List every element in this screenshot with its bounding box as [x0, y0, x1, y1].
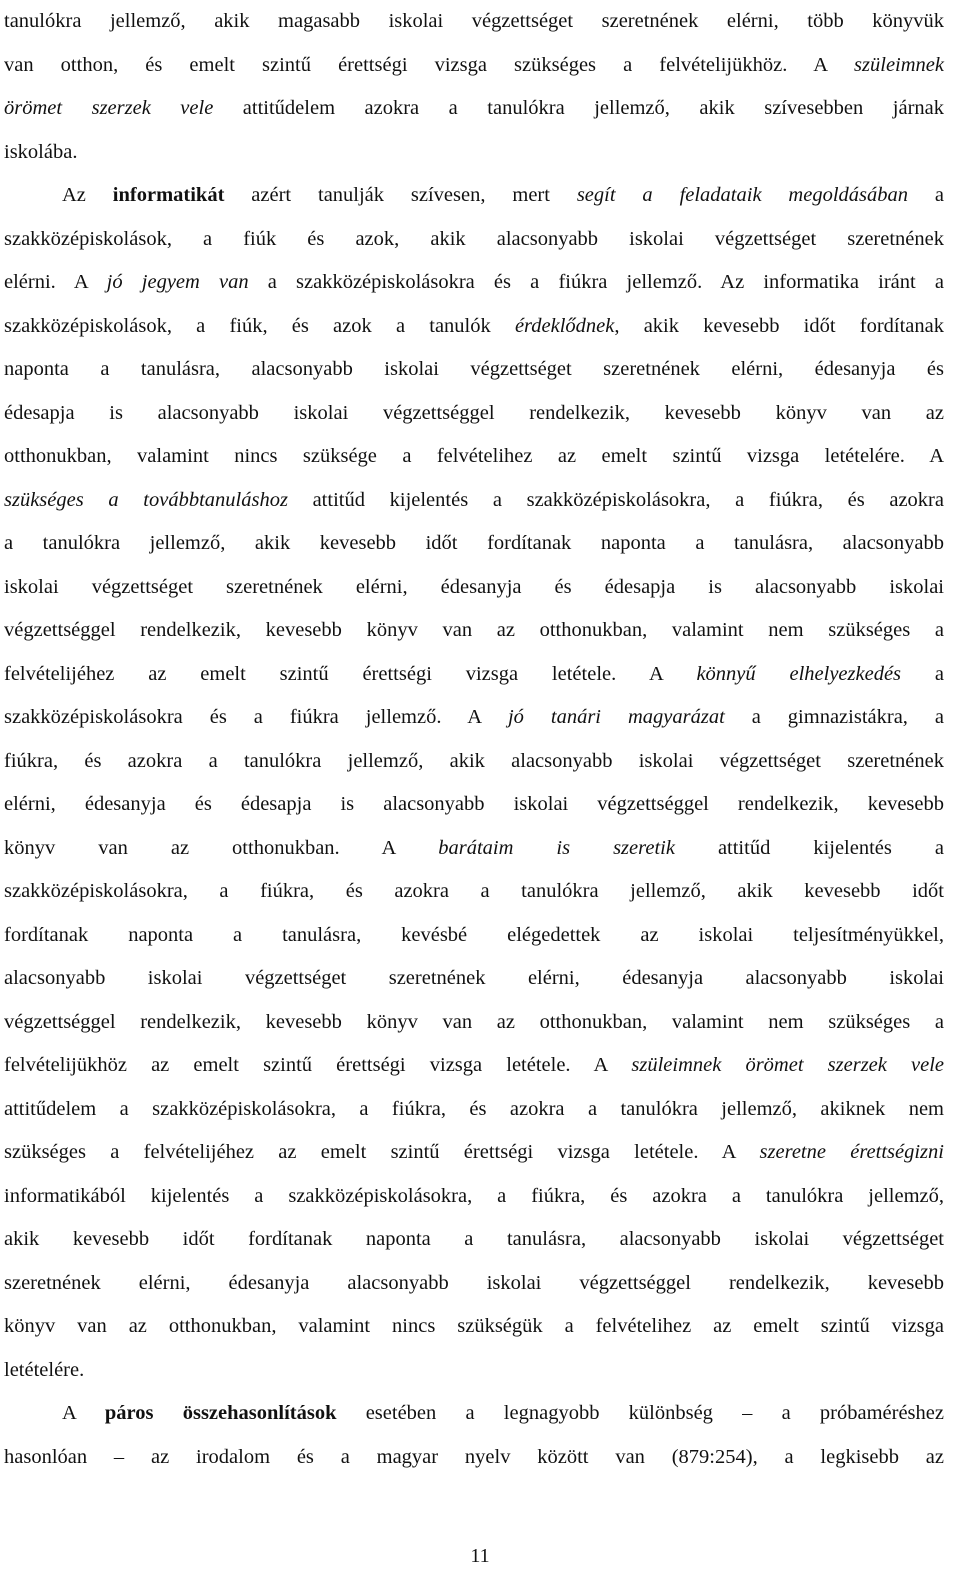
- text-run: attitűd kijelentés a: [674, 836, 944, 859]
- text-line: [4, 218, 944, 262]
- italic-text: segít a feladataik megoldásában: [576, 184, 909, 206]
- italic-text: örömet szerzek vele: [4, 97, 214, 119]
- text-run: attitűdelem azokra a tanulókra jellemző, akik szívesebben járnak: [213, 97, 944, 119]
- text-run: a: [908, 184, 944, 206]
- text-run: informatikából kijelentés a szakközépiskolásokra, a fiúkra, és azokra a tanulókra jellemző,: [4, 1184, 944, 1207]
- text-line: [4, 827, 944, 871]
- text-line: [4, 1088, 944, 1132]
- text-run: édesapja is alacsonyabb iskolai végzettséggel rendelkezik, kevesebb könyv van az: [4, 401, 944, 424]
- paragraph: [4, 1392, 944, 1479]
- text-run: iskolai végzettséget szeretnének elérni, édesanyja és édesapja is alacsonyabb iskolai: [4, 575, 944, 598]
- italic-text: jó tanári magyarázat: [507, 706, 725, 728]
- text-run: alacsonyabb iskolai végzettséget szeretnének elérni, édesanyja alacsonyabb iskolai: [4, 967, 944, 989]
- paragraph: [4, 0, 944, 174]
- page-number: 11: [470, 1545, 490, 1567]
- text-run: a szakközépiskolásokra és a fiúkra jellemző. Az informatika iránt a: [248, 271, 944, 293]
- paragraph: [4, 174, 944, 1392]
- text-run: azért tanulják szívesen, mert: [224, 184, 577, 206]
- italic-text: szeretne érettségizni: [759, 1141, 944, 1163]
- italic-text: érdeklődnek: [514, 314, 615, 337]
- text-line: [4, 392, 944, 436]
- text-line: [4, 435, 944, 479]
- text-run: felvételijéhez az emelt szintű érettségi vizsga letétele. A: [4, 662, 697, 685]
- text-line: [4, 1218, 944, 1262]
- text-run: szeretnének elérni, édesanyja alacsonyabb iskolai végzettséggel rendelkezik, kevesebb: [4, 1271, 944, 1294]
- text-run: tanulókra jellemző, akik magasabb iskolai végzettséget szeretnének elérni, több könyvük: [4, 10, 944, 32]
- text-run: szakközépiskolásokra, a fiúkra, és azokra a tanulókra jellemző, akik kevesebb időt: [4, 880, 944, 902]
- text-line: [4, 740, 944, 784]
- text-run: van otthon, és emelt szintű érettségi vizsga szükséges a felvételijükhöz. A: [4, 53, 855, 76]
- text-run: iskolába.: [4, 140, 78, 163]
- text-line: [4, 1392, 944, 1436]
- text-run: a tanulókra jellemző, akik kevesebb időt fordítanak naponta a tanulásra, alacsonyabb: [4, 532, 944, 554]
- italic-text: szüleimnek: [854, 53, 944, 76]
- text-line: [4, 261, 944, 305]
- text-run: a: [901, 662, 944, 685]
- text-line: [4, 957, 944, 1001]
- text-run: végzettséggel rendelkezik, kevesebb könyv van az otthonukban, valamint nem szükséges a: [4, 619, 944, 641]
- text-line: [4, 783, 944, 827]
- text-run: elérni, édesanyja és édesapja is alacsonyabb iskolai végzettséggel rendelkezik, kevesebb: [4, 793, 944, 815]
- text-run: otthonukban, valamint nincs szüksége a felvételihez az emelt szintű vizsga letételére. A: [4, 445, 944, 467]
- text-run: hasonlóan – az irodalom és a magyar nyelv között van (879:254), a legkisebb az: [4, 1445, 944, 1468]
- text-line: [4, 1305, 944, 1349]
- text-run: , akik kevesebb időt fordítanak: [614, 314, 944, 337]
- text-run: elérni. A: [4, 271, 107, 293]
- bold-text: informatikát: [112, 184, 225, 206]
- text-run: Az: [62, 184, 113, 206]
- text-run: letételére.: [4, 1358, 85, 1381]
- text-line: [4, 696, 944, 740]
- text-line: [4, 1044, 944, 1088]
- text-run: a gimnazistákra, a: [724, 706, 944, 728]
- text-line: [4, 1349, 944, 1393]
- italic-text: barátaim is szeretik: [438, 836, 675, 859]
- text-line: [4, 174, 944, 218]
- text-run: végzettséggel rendelkezik, kevesebb könyv van az otthonukban, valamint nem szükséges a: [4, 1010, 944, 1033]
- text-run: fordítanak naponta a tanulásra, kevésbé elégedettek az iskolai teljesítményükkel,: [4, 923, 944, 946]
- text-line: [4, 1175, 944, 1219]
- text-line: [4, 348, 944, 392]
- text-line: [4, 566, 944, 610]
- text-line: [4, 1436, 944, 1480]
- text-line: [4, 1001, 944, 1045]
- text-run: felvételijükhöz az emelt szintű érettségi vizsga letétele. A: [4, 1054, 632, 1076]
- text-run: szakközépiskolásokra és a fiúkra jellemző. A: [4, 706, 508, 728]
- italic-text: jó jegyem van: [106, 271, 249, 293]
- text-run: akik kevesebb időt fordítanak naponta a tanulásra, alacsonyabb iskolai végzettséget: [4, 1228, 944, 1250]
- text-run: esetében a legnagyobb különbség – a próbaméréshez: [336, 1402, 944, 1424]
- text-run: attitűdelem a szakközépiskolásokra, a fiúkra, és azokra a tanulókra jellemző, akiknek nem: [4, 1097, 944, 1120]
- text-run: attitűd kijelentés a szakközépiskolásokra, a fiúkra, és azokra: [287, 488, 944, 511]
- text-run: szakközépiskolások, a fiúk, és azok a tanulók: [4, 314, 515, 337]
- text-line: [4, 1262, 944, 1306]
- text-run: naponta a tanulásra, alacsonyabb iskolai végzettséget szeretnének elérni, édesanyja és: [4, 358, 944, 380]
- text-line: [4, 44, 944, 88]
- text-run: könyv van az otthonukban, valamint nincs szükségük a felvételihez az emelt szintű vizsga: [4, 1315, 944, 1337]
- text-line: [4, 479, 944, 523]
- italic-text: szükséges a továbbtanuláshoz: [4, 488, 288, 511]
- text-run: fiúkra, és azokra a tanulókra jellemző, akik alacsonyabb iskolai végzettséget szeretnének: [4, 749, 944, 772]
- text-run: szakközépiskolások, a fiúk és azok, akik alacsonyabb iskolai végzettséget szeretnének: [4, 227, 944, 250]
- text-line: [4, 87, 944, 131]
- italic-text: szüleimnek örömet szerzek vele: [631, 1054, 944, 1076]
- text-line: [4, 914, 944, 958]
- text-line: [4, 870, 944, 914]
- text-line: [4, 305, 944, 349]
- text-run: könyv van az otthonukban. A: [4, 836, 439, 859]
- text-line: [4, 1131, 944, 1175]
- text-run: A: [62, 1402, 105, 1424]
- text-run: szükséges a felvételijéhez az emelt szintű érettségi vizsga letétele. A: [4, 1141, 760, 1163]
- body-text: [4, 0, 944, 1479]
- text-line: [4, 0, 944, 44]
- text-line: [4, 522, 944, 566]
- italic-text: könnyű elhelyezkedés: [696, 662, 902, 685]
- bold-text: páros összehasonlítások: [104, 1402, 337, 1424]
- text-line: [4, 131, 944, 175]
- text-line: [4, 609, 944, 653]
- text-line: [4, 653, 944, 697]
